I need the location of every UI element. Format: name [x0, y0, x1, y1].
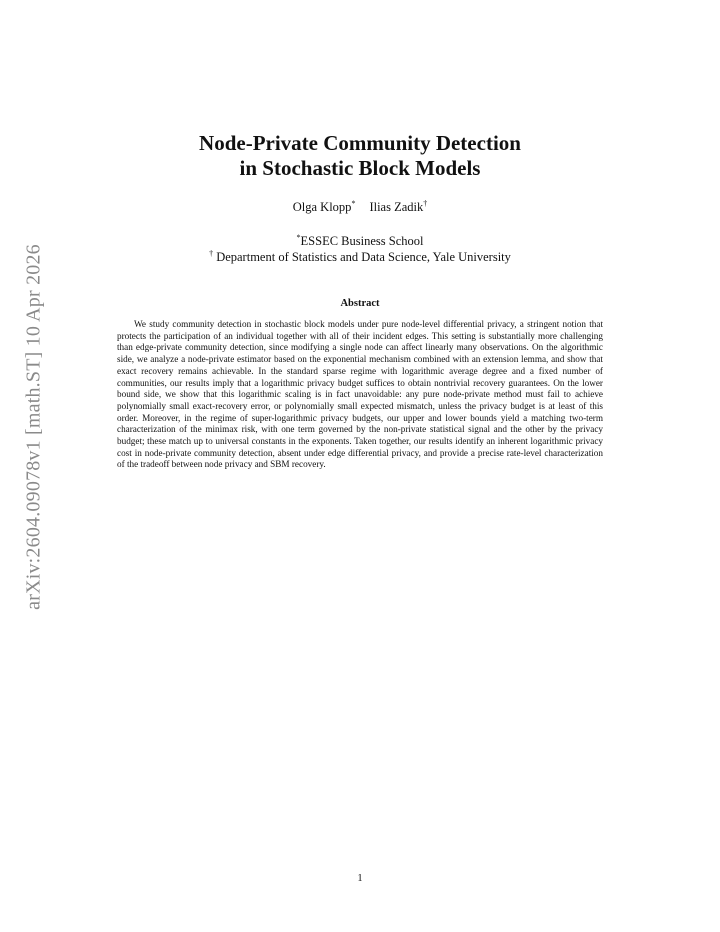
- affiliation-mark: *: [296, 232, 301, 242]
- abstract-heading: Abstract: [340, 298, 380, 309]
- title-line-1: Node-Private Community Detection: [199, 131, 521, 155]
- affiliation-text: Department of Statistics and Data Science, Yale University: [213, 250, 511, 264]
- paper-title: [0, 131, 720, 181]
- author-name: Ilias Zadik: [369, 200, 424, 214]
- arxiv-identifier-stamp: arXiv:2604.09078v1 [math.ST] 10 Apr 2026: [22, 244, 45, 610]
- author-list: [0, 200, 720, 215]
- author-mark: *: [351, 198, 356, 208]
- affiliation-list: [0, 233, 720, 265]
- abstract-paragraph: We study community detection in stochastic block models under pure node-level differential privacy, a stringent notion that protects the participation of an individual together with all of their incident edges. This setting is substantially more challenging than edge-private community detection, since modifying a single node can affect linearly many observations. On the algorithmic side, we analyze a node-private estimator based on the exponential mechanism combined with an extension lemma, and show that exact recovery remains achievable. In the standard sparse regime with logarithmic average degree and a fixed number of communities, our results imply that a logarithmic privacy budget suffices to obtain nontrivial recovery guarantees. On the lower bound side, we show that this logarithmic scaling is in fact unavoidable: any pure node-private method must fail to achieve polynomially small exact-recovery error, or polynomially small expected mismatch, unless the privacy budget is at least of this order. Moreover, in the regime of super-logarithmic privacy budgets, our upper and lower bounds yield a matching two-term characterization of the minimax risk, with one term governed by the non-private statistical signal and the other by the privacy budget; these match up to universal constants in the exponents. Taken together, our results identify an inherent logarithmic privacy cost in node-private community detection, absent under edge differential privacy, and provide a precise rate-level characterization of the tradeoff between node privacy and SBM recovery.: [117, 319, 603, 470]
- page-number: 1: [357, 873, 363, 884]
- author-name: Olga Klopp: [292, 200, 352, 214]
- affiliation-item: [0, 249, 720, 265]
- affiliation-text: ESSEC Business School: [300, 234, 424, 248]
- affiliation-mark: †: [209, 248, 214, 258]
- abstract-body: [117, 319, 603, 471]
- affiliation-item: [0, 233, 720, 249]
- title-line-2: in Stochastic Block Models: [239, 156, 481, 180]
- author-mark: †: [423, 198, 428, 208]
